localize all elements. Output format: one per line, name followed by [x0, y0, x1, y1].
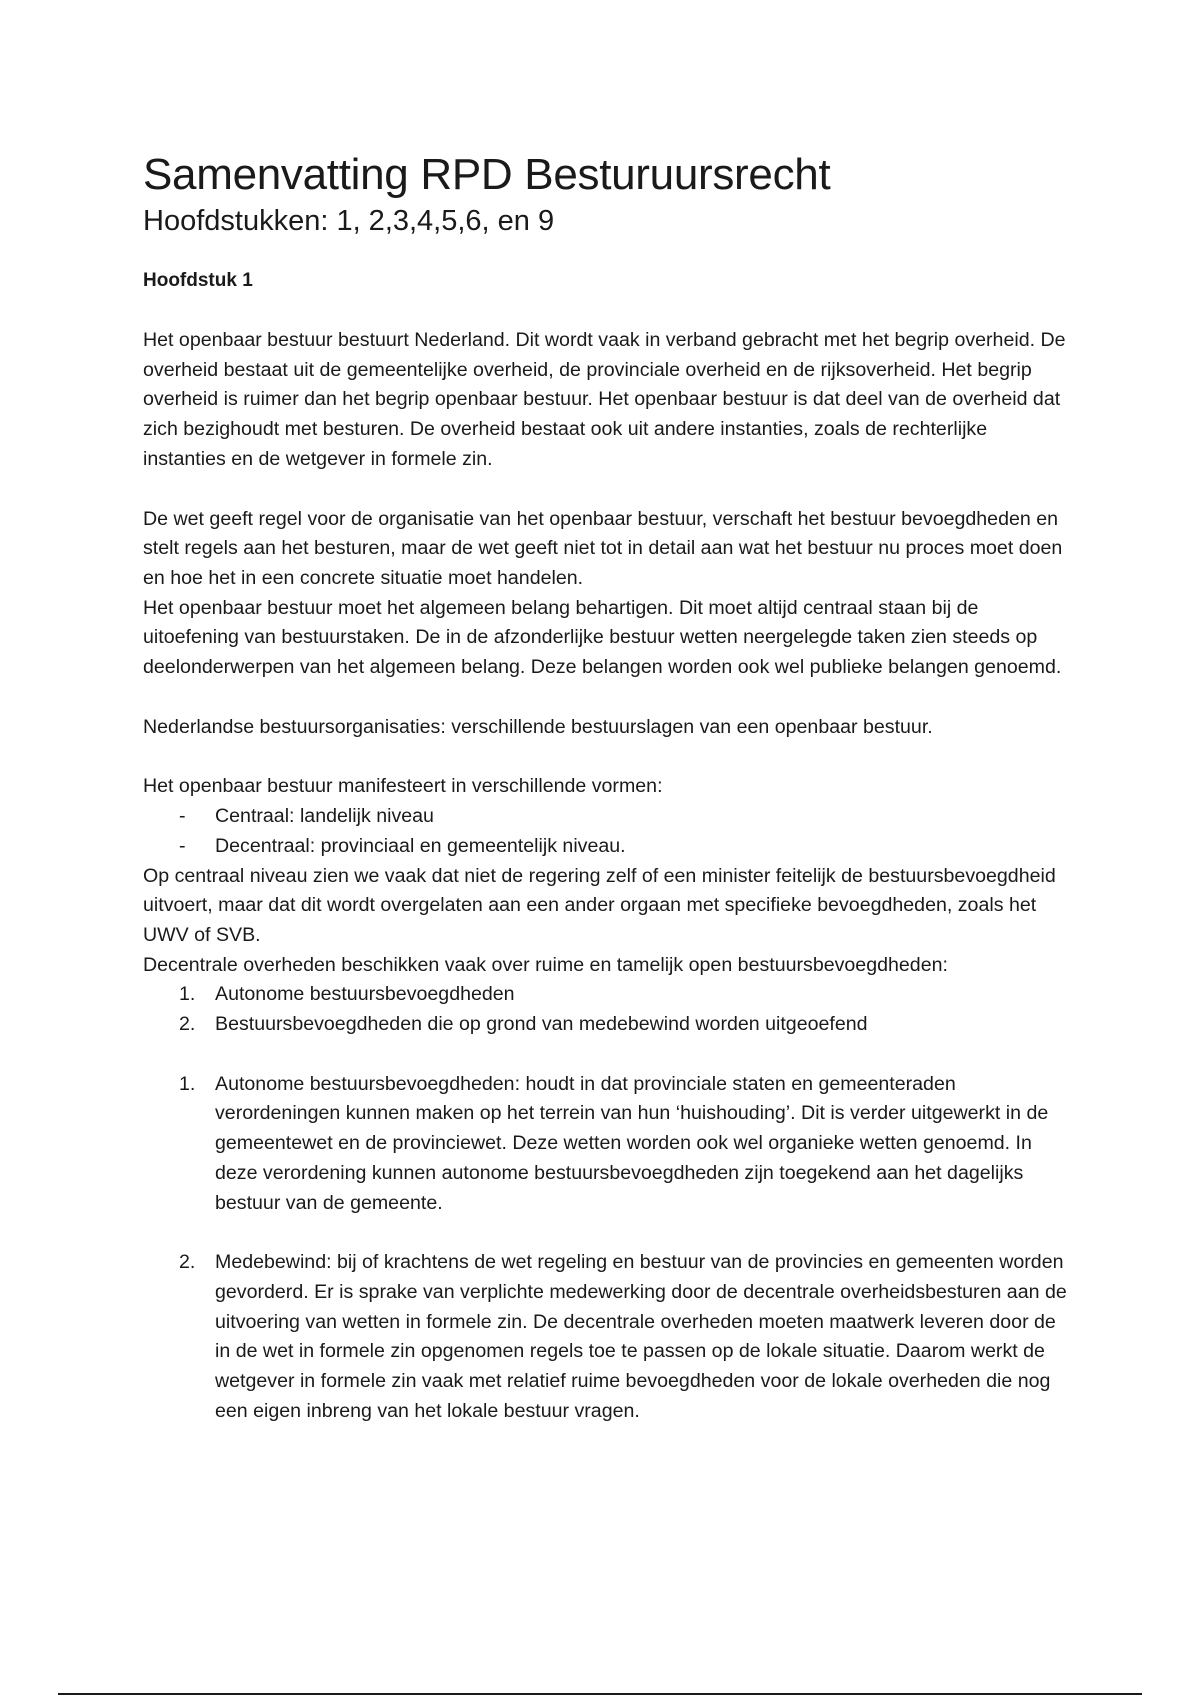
powers-list — [143, 980, 1073, 1039]
paragraph-decentrale-overheden: Decentrale overheden beschikken vaak over ruime en tamelijk open bestuursbevoegdheden: — [143, 953, 948, 976]
explained-list — [143, 1070, 1073, 1427]
paragraph-wet: De wet geeft regel voor de organisatie van het openbaar bestuur, verschaft het bestuur bevoegdheden en stelt regels aan het besturen, maar de wet geeft niet tot in detail aan wat het bestuur nu proces moet doen en hoe het in een concrete situatie moet handelen. — [143, 507, 1063, 589]
list-item-text: Medebewind: bij of krachtens de wet regeling en bestuur van de provincies en gemeenten worden gevorderd. Er is sprake van verplichte medewerking door de decentrale overheidsbesturen aan de uitvoering van wetten in formele zin. De decentrale overheden moeten maatwerk leveren door de in de wet in formele zin opgenomen regels toe te passen op de lokale situatie. Daarom werkt de wetgever in formele zin vaak met relatief ruime bevoegdheden voor de lokale overheden die nog een eigen inbreng van het lokale bestuur vragen. — [215, 1251, 1067, 1422]
list-number: 2. — [179, 1251, 196, 1274]
paragraph-overheid: Het openbaar bestuur bestuurt Nederland. Dit wordt vaak in verband gebracht met het begrip overheid. De overheid bestaat uit de gemeentelijke overheid, de provinciale overheid en de rijksoverheid. Het begrip overheid is ruimer dan het begrip openbaar bestuur. Het openbaar bestuur is dat deel van de overheid dat zich bezighoudt met besturen. De overheid bestaat ook uit andere instanties, zoals de rechterlijke instanties en de wetgever in formele zin. — [143, 329, 1066, 470]
page-bottom-rule — [58, 1693, 1142, 1695]
list-item — [179, 1070, 1073, 1219]
paragraph-centraal-niveau: Op centraal niveau zien we vaak dat niet de regering zelf of een minister feitelijk de bestuursbevoegdheid uitvoert, maar dat dit wordt overgelaten aan een ander orgaan met specifieke bevoegdheden, zoals het UWV of SVB. — [143, 864, 1056, 946]
list-item-text: Autonome bestuursbevoegdheden — [215, 983, 515, 1006]
paragraph-vormen: Het openbaar bestuur manifesteert in verschillende vormen: — [143, 775, 663, 798]
list-item — [179, 1248, 1073, 1426]
list-item-text: Autonome bestuursbevoegdheden: houdt in dat provinciale staten en gemeenteraden verordeningen kunnen maken op het terrein van hun ‘huishouding’. Dit is verder uitgewerkt in de gemeentewet en de provinciewet. Deze wetten worden ook wel organieke wetten genoemd. In deze verordening kunnen autonome bestuursbevoegdheden zijn toegekend aan het dagelijks bestuur van de gemeente. — [215, 1072, 1049, 1214]
list-item: - Centraal: landelijk niveau — [215, 802, 1073, 832]
paragraph-bestuursorganisaties: Nederlandse bestuursorganisaties: verschillende bestuurslagen van een openbaar bestuur. — [143, 715, 933, 738]
list-number: 1. — [179, 983, 196, 1006]
spacer — [143, 1040, 1073, 1070]
forms-list — [143, 802, 1073, 861]
list-item: - Decentraal: provinciaal en gemeentelijk niveau. — [215, 832, 1073, 862]
list-number: 1. — [179, 1072, 196, 1095]
document-page — [143, 148, 1073, 1457]
document-title: Samenvatting RPD Besturuursrecht — [143, 150, 831, 199]
list-item — [179, 1010, 1073, 1040]
list-item — [179, 980, 1073, 1010]
list-number: 2. — [179, 1013, 196, 1036]
document-subtitle: Hoofdstukken: 1, 2,3,4,5,6, en 9 — [143, 205, 555, 237]
list-item-text: Bestuursbevoegdheden die op grond van medebewind worden uitgeoefend — [215, 1013, 868, 1036]
chapter-heading: Hoofdstuk 1 — [143, 270, 253, 291]
paragraph-algemeen-belang: Het openbaar bestuur moet het algemeen belang behartigen. Dit moet altijd centraal staan bij de uitoefening van bestuurstaken. De in de afzonderlijke bestuur wetten neergelegde taken zien steeds op deelonderwerpen van het algemeen belang. Deze belangen worden ook wel publieke belangen genoemd. — [143, 596, 1062, 679]
